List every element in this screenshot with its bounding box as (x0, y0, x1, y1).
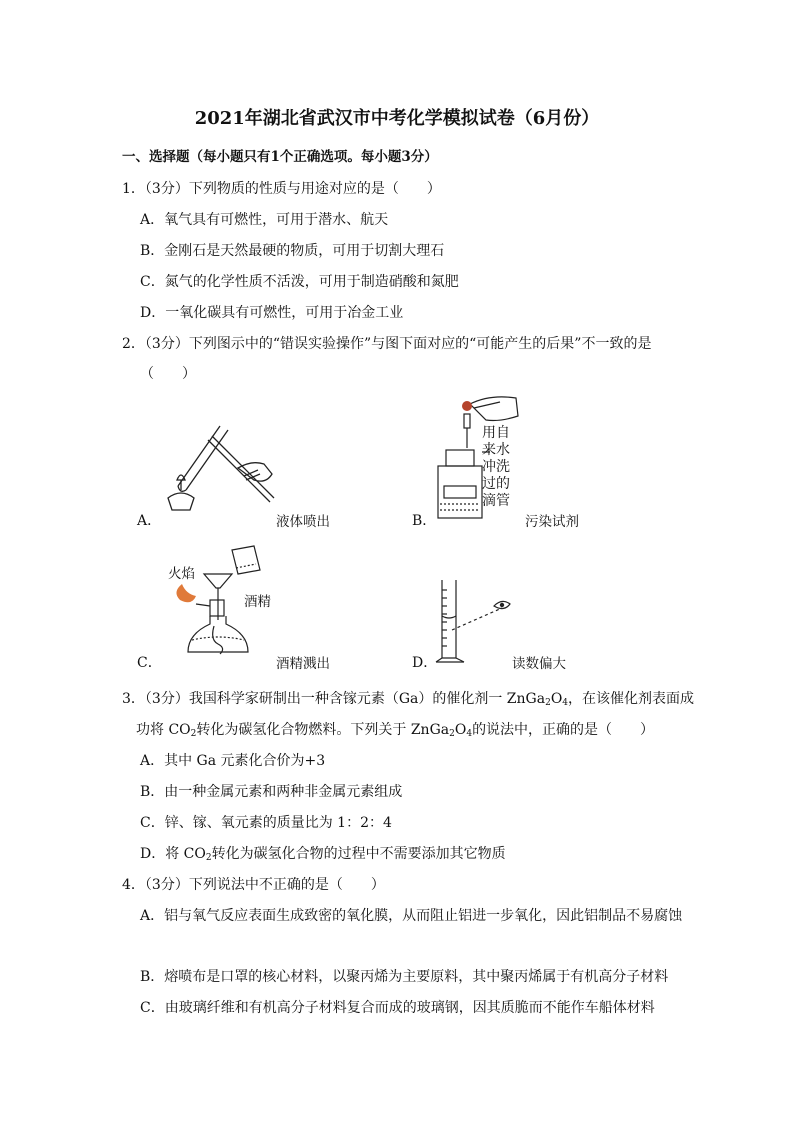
q4-option-c: C．由玻璃纤维和有机高分子材料复合而成的玻璃钢，因其质脆而不能作车船体材料 (140, 1000, 655, 1016)
q2-figure-c-flame-label: 火焰 (168, 566, 195, 582)
q2-figure-b-label: B． (412, 513, 437, 529)
q2-stem: 2．（3分）下列图示中的“错误实验操作”与图下面对应的“可能产生的后果”不一致的是 (122, 336, 652, 352)
q1-option-b: B．金刚石是天然最硬的物质，可用于切割大理石 (140, 243, 445, 259)
q3-option-c: C．锌、镓、氧元素的质量比为 1：2：4 (140, 815, 392, 831)
q2-figure-b-caption: 污染试剂 (525, 514, 579, 530)
note-line: 冲洗 (482, 459, 510, 475)
q2-figure-a-caption: 液体喷出 (276, 514, 330, 530)
subscript: 2 (205, 853, 212, 863)
note-line: 用自 (482, 425, 510, 441)
subscript: 2 (449, 729, 455, 739)
q3-stem1-text: 3．（3分）我国科学家研制出一种含镓元素（Ga）的催化剂一 ZnGa (122, 691, 546, 707)
q3-stem2-o: O (454, 722, 467, 738)
q2-figure-c-label: C． (137, 655, 162, 671)
figure-d-graduated-cylinder (428, 576, 518, 668)
q3-option-d-rest: 转化为碳氢化合物的过程中不需要添加其它物质 (211, 846, 506, 862)
q2-figure-a-label: A． (137, 513, 162, 529)
q3-option-a: A．其中 Ga 元素化合价为+3 (140, 753, 326, 769)
q1-stem: 1．（3分）下列物质的性质与用途对应的是（ ） (122, 181, 441, 197)
q3-stem2-mid: 转化为碳氢化合物燃料。下列关于 ZnGa (196, 722, 450, 738)
q4-option-b: B．熔喷布是口罩的核心材料，以聚丙烯为主要原料，其中聚丙烯属于有机高分子材料 (140, 969, 669, 985)
note-line: 过的 (482, 476, 510, 492)
q3-stem2-text: 功将 CO (136, 722, 191, 738)
q1-option-a: A．氧气具有可燃性，可用于潜水、航天 (140, 212, 389, 228)
q3-option-d-text: D．将 CO (140, 846, 206, 862)
q2-figure-b-note (482, 425, 510, 510)
page-title: 2021年湖北省武汉市中考化学模拟试卷（6月份） (194, 108, 600, 129)
q3-stem-line1 (122, 688, 694, 708)
note-line: 来水 (482, 442, 510, 458)
subscript: 2 (190, 729, 197, 739)
q2-figure-d-label: D． (412, 655, 438, 671)
q1-option-d: D．一氧化碳具有可燃性，可用于冶金工业 (140, 305, 404, 321)
q3-stem1-o: O (550, 691, 563, 707)
q2-figure-c-caption: 酒精溅出 (276, 656, 330, 672)
subscript: 2 (545, 698, 551, 708)
q3-stem1-rest: ，在该催化剂表面成 (568, 691, 695, 707)
q2-figure-d-caption: 读数偏大 (512, 656, 566, 672)
section-heading: 一、选择题（每小题只有1个正确选项。每小题3分） (122, 149, 438, 165)
q3-option-b: B．由一种金属元素和两种非金属元素组成 (140, 784, 403, 800)
subscript: 4 (466, 729, 473, 739)
note-line: 滴管 (482, 493, 510, 509)
q2-figure-c-alcohol-label: 酒精 (244, 594, 271, 610)
q4-stem: 4．（3分）下列说法中不正确的是（ ） (122, 877, 385, 893)
figure-a-heating-tube (160, 418, 280, 518)
q1-option-c: C．氮气的化学性质不活泼，可用于制造硝酸和氮肥 (140, 274, 459, 290)
q3-stem2-rest: 的说法中，正确的是（ ） (472, 722, 655, 738)
q2-answer-paren: （ ） (140, 366, 196, 382)
q3-stem-line2 (136, 719, 654, 739)
subscript: 4 (562, 698, 569, 708)
q4-option-a: A．铝与氧气反应表面生成致密的氧化膜，从而阻止铝进一步氧化，因此铝制品不易腐蚀 (140, 908, 683, 924)
q3-option-d (140, 843, 506, 863)
